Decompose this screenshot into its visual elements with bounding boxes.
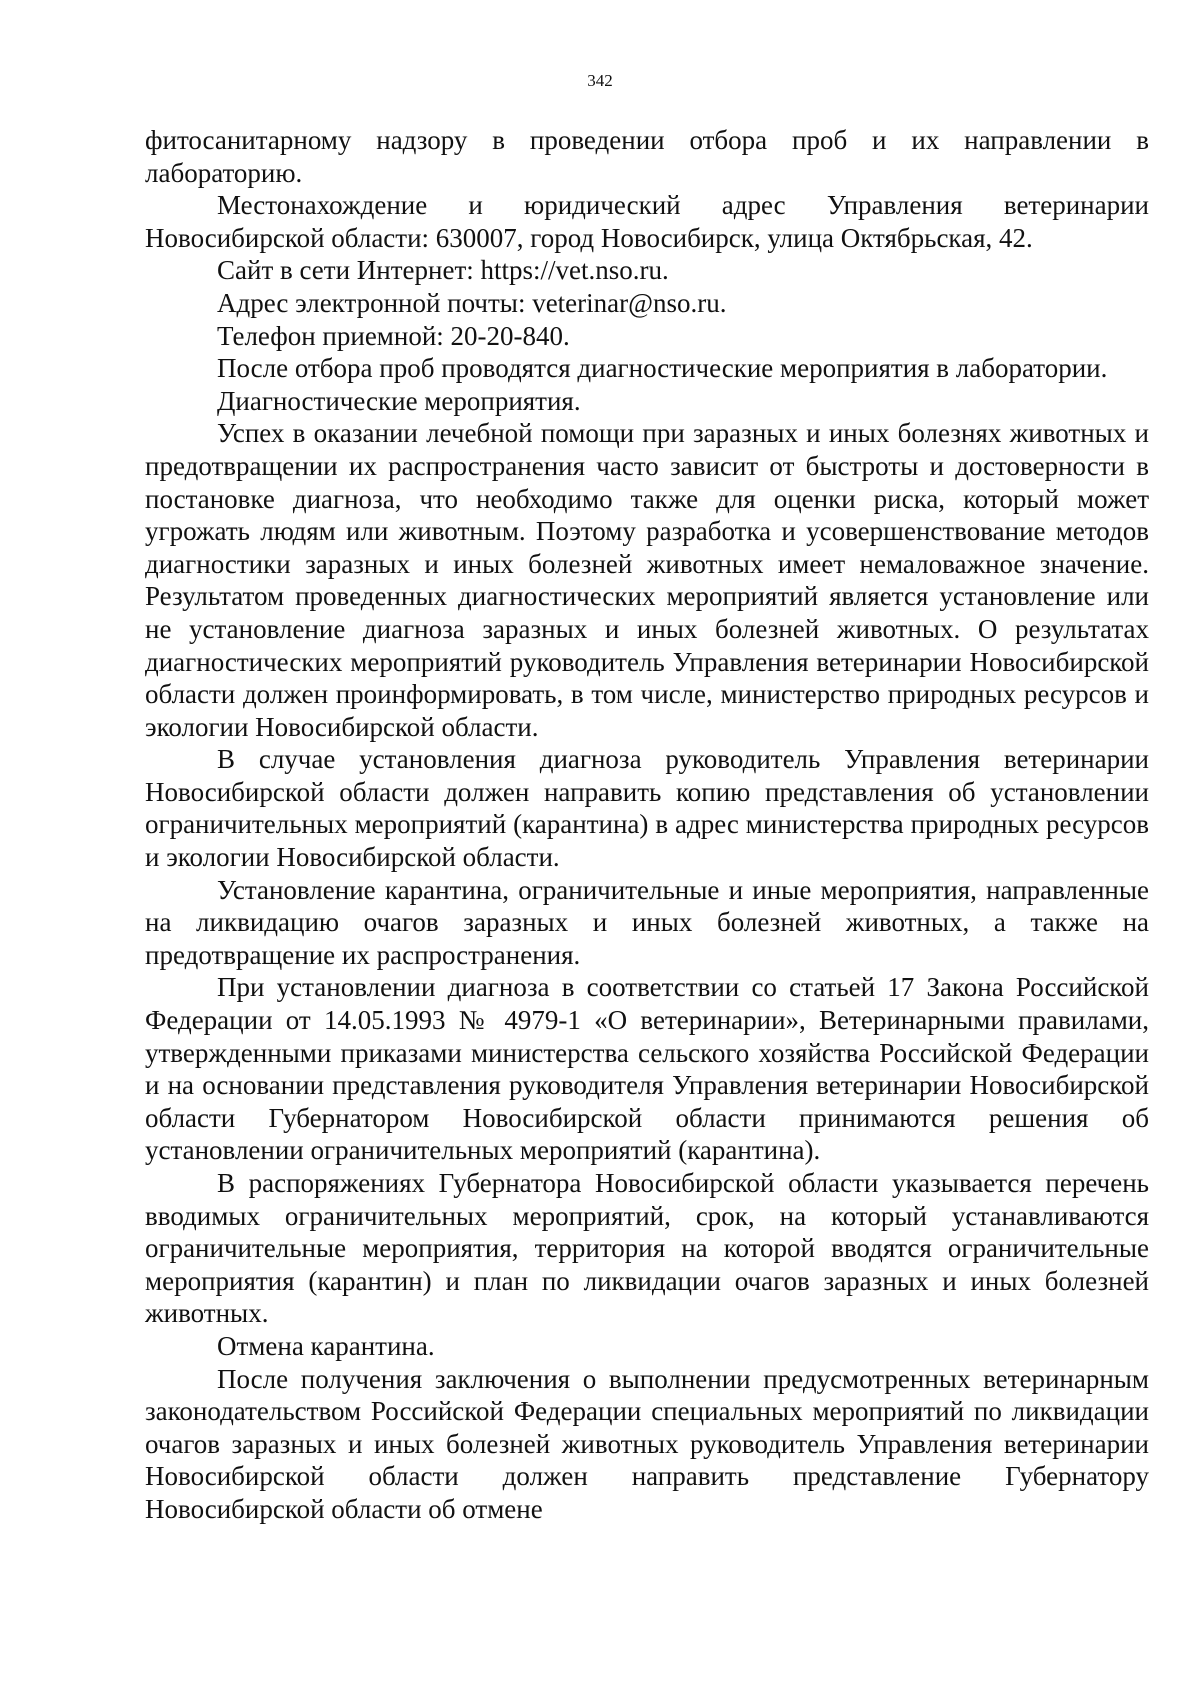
paragraph-after-sampling: После отбора проб проводятся диагностические мероприятия в лаборатории. <box>217 353 1108 384</box>
section-heading-quarantine: Установление карантина, ограничительные и иные мероприятия, направленные на ликвидацию очагов заразных и иных болезней животных, а также на предотвращение их распространения. <box>145 874 1149 970</box>
paragraph-quarantine-cancel: После получения заключения о выполнении предусмотренных ветеринарным законодательством Российской Федерации специальных мероприятий по ликвидации очагов заразных и иных болезней животных руководитель Управления ветеринарии Новосибирской области должен направить представление Губернатору Новосибирской области об отмене <box>145 1363 1149 1524</box>
page-number: 342 <box>587 71 613 90</box>
paragraph-governor-orders: В распоряжениях Губернатора Новосибирской области указывается перечень вводимых ограничительных мероприятий, срок, на который устанавливаются ограничительные мероприятия, территория на которой вводятся ограничительные мероприятия (карантин) и план по ликвидации очагов заразных и иных болезней животных. <box>145 1168 1149 1329</box>
paragraph-address: Местонахождение и юридический адрес Управления ветеринарии Новосибирской области: 630007, город Новосибирск, улица Октябрьская, 42. <box>145 190 1149 253</box>
paragraph-quarantine-decision: При установлении диагноза в соответствии со статьей 17 Закона Российской Федерации от 14.05.1993 № 4979-1 «О ветеринарии», Ветеринарными правилами, утвержденными приказами министерства сельского хозяйства Российской Федерации и на основании представления руководителя Управления ветеринарии Новосибирской области Губернатором Новосибирской области принимаются решения об установлении ограничительных мероприятий (карантина). <box>145 972 1149 1166</box>
paragraph-phone: Телефон приемной: 20-20-840. <box>217 320 570 351</box>
paragraph-continuation: фитосанитарному надзору в проведении отбора проб и их направлении в лабораторию. <box>145 125 1149 188</box>
paragraph-diagnostics: Успех в оказании лечебной помощи при заразных и иных болезнях животных и предотвращении их распространения часто зависит от быстроты и достоверности в постановке диагноза, что необходимо также для оценки риска, который может угрожать людям или животным. Поэтому разработка и усовершенствование методов диагностики заразных и иных болезней животных имеет немаловажное значение. Результатом проведенных диагностических мероприятий является установление или не установление диагноза заразных и иных болезней животных. О результатах диагностических мероприятий руководитель Управления ветеринарии Новосибирской области должен проинформировать, в том числе, министерство природных ресурсов и экологии Новосибирской области. <box>145 418 1149 742</box>
section-heading-diagnostics: Диагностические мероприятия. <box>217 385 581 416</box>
paragraph-diagnosis-established: В случае установления диагноза руководитель Управления ветеринарии Новосибирской области должен направить копию представления об установлении ограничительных мероприятий (карантина) в адрес министерства природных ресурсов и экологии Новосибирской области. <box>145 744 1149 873</box>
document-body <box>145 124 1149 1526</box>
paragraph-website: Сайт в сети Интернет: https://vet.nso.ru. <box>217 255 669 286</box>
paragraph-email: Адрес электронной почты: veterinar@nso.ru. <box>217 287 727 318</box>
section-heading-quarantine-cancel: Отмена карантина. <box>217 1330 435 1361</box>
